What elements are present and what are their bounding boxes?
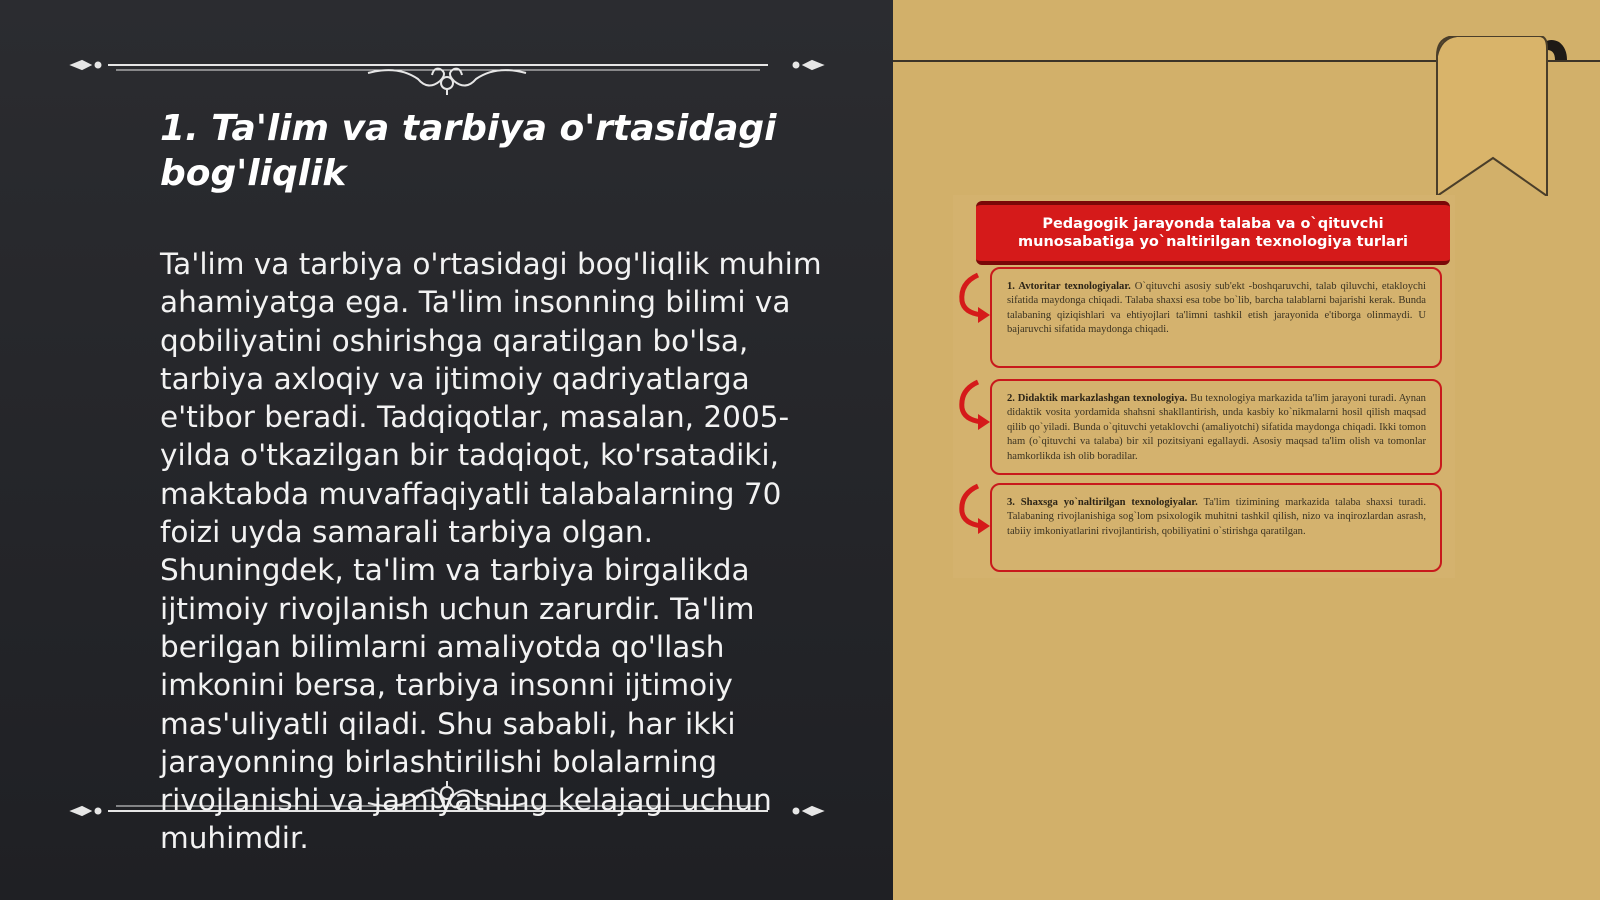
technology-item-text: O`qituvchi asosiy sub'ekt -boshqaruvchi, talab qiluvchi, etakloychi sifatida maydonga chiqadi. Talaba shaxsi esa tobe bo`lib, barcha talablarni bajarishi kerak. Bunda talabaning qiziqishlari va ehtiyojlari ta'limni tashkil etish jarayonida e'tiborga olinmaydi. U bajaruvchi sifatida maydonga chiqadi. <box>1007 281 1426 336</box>
technology-item-heading: 3. Shaxsga yo`naltirilgan texnologiyalar. <box>1007 497 1198 508</box>
infographic-header-line2: munosabatiga yo`naltirilgan texnologiya turlari <box>1018 234 1408 250</box>
curved-arrow-icon <box>956 482 992 534</box>
technology-item-text: Ta'lim tizimining markazida talaba shaxsi turadi. Talabaning rivojlanishiga sog`lom psixologik muhitni tashkil qilish, nizo va inqirozlardan asrash, tabiiy imkoniyatlarini rivojlantirish, qobiliyatini o`stirishga qaratilgan. <box>1007 497 1426 537</box>
technology-item-text: Bu texnologiya markazida ta'lim jarayoni turadi. Aynan didaktik vosita yordamida shahsni shakllantirish, unda kasbiy ko`nikmalarni hosil qilish maqsad qilib qo`yiladi. Bunda o`qituvchi yetaklovchi (amaliyotchi) sifatida maydonga chiqadi. Ikki tomon ham (o`qituvchi va talaba) bir xil pozitsiyani egallaydi. Asosiy maqsad ta'lim olish va tomonlar hamkorlikda ish olib boradilar. <box>1007 393 1426 462</box>
technology-item <box>990 267 1442 368</box>
bookmark-ribbon-icon <box>1435 36 1567 196</box>
infographic-header <box>976 201 1450 265</box>
technology-item <box>990 379 1442 475</box>
slide-title: 1. Ta'lim va tarbiya o'rtasidagi bog'liqlik <box>160 108 777 194</box>
slide-body-text: Ta'lim va tarbiya o'rtasidagi bog'liqlik muhim ahamiyatga ega. Ta'lim insonning bilimi va qobiliyatini oshirishga qaratilgan bo'lsa, tarbiya axloqiy va ijtimoiy qadriyatlarga e'tibor beradi. Tadqiqotlar, masalan, 2005-yilda o'tkazilgan bir tadqiqot, ko'rsatadiki, maktabda muvaffaqiyatli talabalarning 70 foizi uyda samarali tarbiya olgan. Shuningdek, ta'lim va tarbiya birgalikda ijtimoiy rivojlanish uchun zarurdir. Ta'lim berilgan bilimlarni amaliyotda qo'llash imkonini bersa, tarbiya insonni ijtimoiy mas'uliyatli qiladi. Shu sababli, har ikki jarayonning birlashtirilishi bolalarning rivojlanishi va jamiyatning kelajagi uchun muhimdir. <box>160 247 822 856</box>
technology-item-heading: 2. Didaktik markazlashgan texnologiya. <box>1007 393 1188 404</box>
curved-arrow-icon <box>956 271 992 323</box>
technology-item-heading: 1. Avtoritar texnologiyalar. <box>1007 281 1131 292</box>
infographic-header-line1: Pedagogik jarayonda talaba va o`qituvchi <box>1042 216 1384 232</box>
technology-item <box>990 483 1442 572</box>
curved-arrow-icon <box>956 378 992 430</box>
ornament-top-icon <box>68 45 826 95</box>
